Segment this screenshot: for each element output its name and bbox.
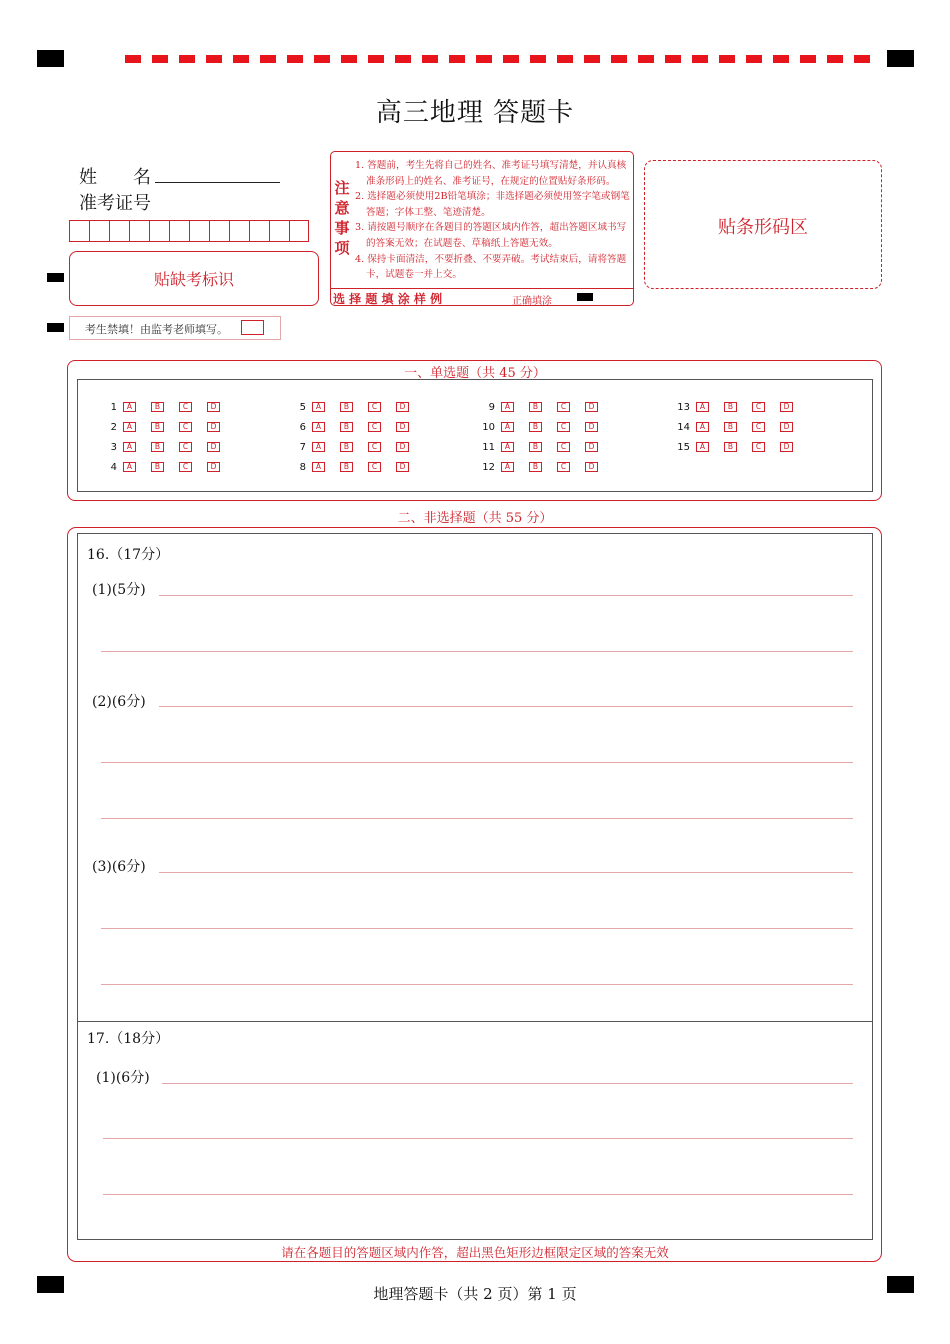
mc-question-2 [95,421,235,433]
mc-question-15 [668,441,808,453]
mc-question-number: 9 [488,401,495,413]
registration-mark-top-right [887,50,914,67]
mc-option-a[interactable]: A [501,442,514,452]
id-label: 准考证号 [79,193,151,214]
mc-option-a[interactable]: A [312,462,325,472]
correct-fill-example [577,293,593,301]
notice-item: 4. 保持卡面清洁，不要折叠、不要弄破。考试结束后，请将答题卡，试题卷一并上交。 [355,253,627,281]
mc-question-8 [284,461,424,473]
mc-option-a[interactable]: A [501,422,514,432]
mc-option-c[interactable]: C [557,442,570,452]
mc-option-a[interactable]: A [123,462,136,472]
mc-question-number: 14 [677,421,690,433]
name-label: 姓 名 [79,167,151,188]
absent-mark-timing [47,273,64,282]
mc-answer-grid [77,379,873,492]
mc-question-10 [473,421,613,433]
mc-question-number: 1 [110,401,117,413]
mc-option-b[interactable]: B [529,462,542,472]
mc-question-3 [95,441,235,453]
mc-option-a[interactable]: A [501,402,514,412]
mc-option-b[interactable]: B [340,402,353,412]
notice-side-label: 注 意 事 项 [334,179,350,257]
mc-question-4 [95,461,235,473]
q16-part3-label: (3)(6分) [92,859,146,875]
mc-option-b[interactable]: B [724,402,737,412]
mc-option-d[interactable]: D [396,402,409,412]
mc-question-1 [95,401,235,413]
mc-question-number: 10 [482,421,495,433]
mc-option-c[interactable]: C [368,402,381,412]
mc-option-c[interactable]: C [752,442,765,452]
correct-fill-label: 正确填涂 [512,296,552,307]
mc-question-12 [473,461,613,473]
q17-box [77,1021,873,1240]
mc-option-b[interactable]: B [151,442,164,452]
fill-sample-label: 选 择 题 填 涂 样 例 [333,292,443,306]
mc-option-a[interactable]: A [696,442,709,452]
registration-mark-top-left [37,50,64,67]
answer-warning: 请在各题目的答题区域内作答，超出黑色矩形边框限定区域的答案无效 [0,1243,950,1261]
page-footer: 地理答题卡（共 2 页）第 1 页 [373,1285,577,1303]
mc-option-c[interactable]: C [179,422,192,432]
mc-option-d[interactable]: D [396,442,409,452]
mc-option-b[interactable]: B [340,442,353,452]
answer-line[interactable] [159,595,853,596]
mc-option-b[interactable]: B [724,442,737,452]
mc-option-a[interactable]: A [123,402,136,412]
mc-option-c[interactable]: C [752,422,765,432]
mc-question-number: 2 [110,421,117,433]
mc-option-c[interactable]: C [752,402,765,412]
mc-option-a[interactable]: A [123,422,136,432]
mc-option-d[interactable]: D [585,422,598,432]
fill-sample-row [331,288,633,305]
proctor-fill-box[interactable] [241,320,264,335]
mc-option-c[interactable]: C [557,462,570,472]
mc-option-b[interactable]: B [340,422,353,432]
answer-line[interactable] [101,928,853,929]
mc-question-number: 3 [110,441,117,453]
mc-question-9 [473,401,613,413]
answer-line[interactable] [101,984,853,985]
answer-line[interactable] [101,762,853,763]
free-section-title: 二、非选择题（共 55 分） [397,511,553,526]
mc-question-11 [473,441,613,453]
mc-question-number: 12 [482,461,495,473]
mc-option-a[interactable]: A [696,422,709,432]
mc-option-b[interactable]: B [151,422,164,432]
proctor-mark-timing [47,323,64,332]
mc-option-a[interactable]: A [312,442,325,452]
mc-option-b[interactable]: B [151,462,164,472]
q16-label: 16.（17分） [87,547,170,563]
q16-part2-label: (2)(6分) [92,694,146,710]
q17-label: 17.（18分） [87,1031,170,1047]
mc-question-number: 7 [299,441,306,453]
mc-option-d[interactable]: D [780,402,793,412]
mc-option-c[interactable]: C [557,402,570,412]
absent-sticker-label: 贴缺考标识 [153,270,234,289]
mc-option-c[interactable]: C [179,442,192,452]
mc-option-d[interactable]: D [207,422,220,432]
notice-item: 1. 答题前，考生先将自己的姓名、准考证号填写清楚，并认真核准条形码上的姓名、准考证号，在规定的位置贴好条形码。 [355,160,627,187]
mc-option-a[interactable]: A [501,462,514,472]
answer-line[interactable] [159,872,853,873]
proctor-note-text: 考生禁填！由监考老师填写。 [85,323,228,336]
mc-option-b[interactable]: B [529,442,542,452]
mc-option-d[interactable]: D [396,462,409,472]
mc-option-a[interactable]: A [312,402,325,412]
mc-option-d[interactable]: D [396,422,409,432]
barcode-label: 贴条形码区 [718,217,808,238]
mc-question-13 [668,401,808,413]
answer-line[interactable] [159,706,853,707]
timing-track [125,55,877,63]
mc-option-a[interactable]: A [696,402,709,412]
mc-section-title: 一、单选题（共 45 分） [0,362,950,381]
mc-option-d[interactable]: D [207,462,220,472]
notice-item: 3. 请按题号顺序在各题目的答题区域内作答，超出答题区域书写的答案无效；在试题卷、草稿纸上答题无效。 [355,222,627,249]
mc-option-c[interactable]: C [179,462,192,472]
mc-option-c[interactable]: C [179,402,192,412]
notice-item: 2. 选择题必须使用2B铅笔填涂；非选择题必须使用签字笔或钢笔答题；字体工整、笔迹清楚。 [355,191,630,218]
mc-option-b[interactable]: B [529,402,542,412]
mc-question-6 [284,421,424,433]
answer-line[interactable] [103,1194,853,1195]
q16-part1-label: (1)(5分) [92,582,146,598]
mc-question-number: 6 [299,421,306,433]
q17-part1-label: (1)(6分) [96,1070,150,1086]
answer-line[interactable] [101,651,853,652]
mc-option-c[interactable]: C [368,422,381,432]
mc-option-b[interactable]: B [529,422,542,432]
mc-option-d[interactable]: D [207,442,220,452]
name-field[interactable] [155,182,280,183]
mc-option-c[interactable]: C [368,442,381,452]
mc-question-14 [668,421,808,433]
mc-option-d[interactable]: D [585,462,598,472]
mc-option-b[interactable]: B [724,422,737,432]
mc-question-number: 8 [299,461,306,473]
mc-question-7 [284,441,424,453]
notice-list [355,158,630,283]
mc-option-d[interactable]: D [585,402,598,412]
mc-option-a[interactable]: A [123,442,136,452]
mc-option-b[interactable]: B [340,462,353,472]
mc-option-d[interactable]: D [207,402,220,412]
answer-line[interactable] [162,1083,853,1084]
answer-line[interactable] [101,818,853,819]
mc-question-number: 11 [482,441,495,453]
mc-question-number: 4 [110,461,117,473]
mc-option-d[interactable]: D [780,422,793,432]
mc-question-number: 15 [677,441,690,453]
q16-box [77,533,873,1022]
mc-option-d[interactable]: D [585,442,598,452]
mc-option-c[interactable]: C [368,462,381,472]
mc-question-number: 13 [677,401,690,413]
mc-option-d[interactable]: D [780,442,793,452]
page-title: 高三地理 答题卡 [375,98,575,128]
mc-question-5 [284,401,424,413]
id-number-boxes[interactable] [69,220,309,242]
mc-option-c[interactable]: C [557,422,570,432]
mc-question-number: 5 [299,401,306,413]
mc-option-a[interactable]: A [312,422,325,432]
mc-option-b[interactable]: B [151,402,164,412]
answer-line[interactable] [103,1138,853,1139]
